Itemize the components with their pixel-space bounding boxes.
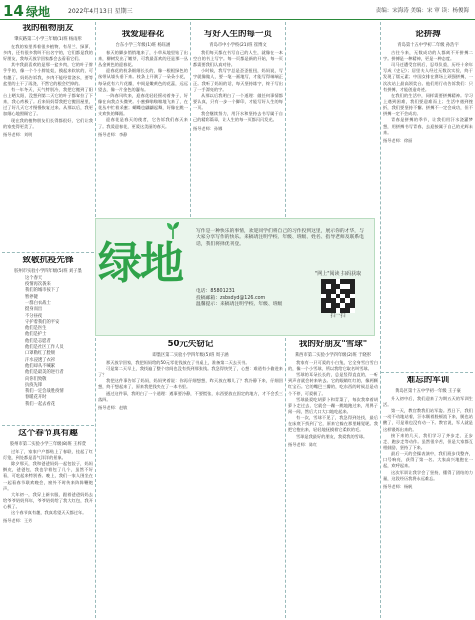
column-divider bbox=[190, 22, 191, 217]
poem-line: 暂停键 bbox=[25, 294, 38, 300]
article-paragraph: 过年了，家家户户都贴上了春联，挂起了红灯笼，到处都是喜气洋洋的景象。 bbox=[3, 448, 93, 460]
article-paragraph: 春天的脚步悄悄地来了，小草从地里钻了出来，柳树发出了嫩芽，可我最喜欢的还是那一丛丛金黄色的迎春花。 bbox=[98, 49, 188, 68]
contact-email: 投稿邮箱：zsbsdyd@126.com bbox=[196, 295, 266, 301]
article-byline: 青岛市中小学校(21)班 崔博文 bbox=[209, 42, 267, 48]
qr-block bbox=[308, 271, 368, 321]
article-paragraph: 可是第二天早上，我找遍了整个房间也没有找到那张钱。我急得快哭了，心想：难道有小偷进来了？ bbox=[98, 365, 283, 378]
article-paragraph: 我们每天都在书写自己的人生，就像在一本空白的书上写字。每一页都是新的开始，每一页都需要我们认真对待。 bbox=[193, 49, 283, 68]
article-paragraph: 最后一天的会操表演中，我们班步伐整齐，口号响亮，获得了第一名。大家高兴地抱在一起，欢呼起来。 bbox=[383, 451, 473, 469]
article-title: 这个春节真有趣 bbox=[18, 429, 78, 438]
article-paragraph: 我会继续努力，用汗水和坚持去书写属于自己的精彩篇章，让人生的每一页都闪闪发光。 bbox=[193, 111, 283, 123]
article-paragraph: 一阵春风吹来，迎春花轻轻摇动着身子，好像在向我点头微笑。小蜜蜂嗡嗡嗡地飞来了，在花丛中忙着采蜜；蝴蝶也翩翩起舞，好像在跳一支欢快的舞蹈。 bbox=[98, 92, 188, 117]
teacher-note: 指导老师：赵敏 bbox=[98, 404, 128, 410]
article-write-life bbox=[193, 30, 283, 216]
row-divider bbox=[2, 252, 94, 253]
article-paragraph: 有一次，雪球不见了，我急得到处找，最后在床底下找到了它，原来它躲在那里睡觉呢。我把它抱出来，轻轻地抚摸着它柔软的毛。 bbox=[288, 415, 378, 433]
article-paragraph: 迎春花是春天的使者，它告诉我们春天来了。我爱迎春花，更爱这美丽的春天。 bbox=[98, 117, 188, 129]
teacher-note: 指导老师：陈红 bbox=[288, 441, 318, 447]
article-byline: 台东小学三年级(1)班 杨钰涵 bbox=[115, 42, 171, 48]
article-paragraph: 司马迁遭受宫刑后，忍辱负重，历经十余年写成《史记》；居里夫人经过无数次实验，终于发现了镭元素；中国女排在赛场上顽强拼搏，一次次站上最高领奖台。他们用行动告诉我们：只有拼搏，才能创造奇迹。 bbox=[383, 62, 473, 92]
page-number: 14 bbox=[3, 2, 24, 20]
article-title: 50元失窃记 bbox=[167, 340, 214, 349]
banner-title: 绿地 bbox=[98, 238, 182, 289]
poem-line: 守护着我们的平安 bbox=[25, 319, 60, 325]
article-title: 致敬抗疫先锋 bbox=[22, 256, 74, 265]
article-on-striving bbox=[383, 30, 473, 370]
poem-line: 不分昼夜 bbox=[25, 313, 43, 319]
article-my-plant-friend bbox=[3, 24, 93, 250]
article-snowball bbox=[288, 340, 378, 618]
teacher-note: 指导老师：李静 bbox=[98, 131, 128, 137]
article-paragraph: 这次军训让我学会了坚持，懂得了团结的力量，这段经历我将永远难忘。 bbox=[383, 469, 473, 481]
article-title: 论拼搏 bbox=[415, 30, 441, 39]
article-title: 我爱迎春花 bbox=[121, 30, 165, 39]
article-paragraph: 古往今来，无数成功的人都离不开拼搏二字。拼搏是一种精神，更是一种态度。 bbox=[383, 49, 473, 61]
article-paragraph: 除夕那天，我和爸爸妈妈一起包饺子，妈妈擀皮，爸爸包，我也学着包了几个，虽然不好看，可吃起来特别香。晚上，我们一家人围坐在一起看春节联欢晚会，窗外不时传来阵阵鞭炮声。 bbox=[3, 461, 93, 491]
article-paragraph: 这个春节真有趣，我真希望天天都过年。 bbox=[11, 510, 87, 516]
row-divider bbox=[2, 425, 94, 426]
article-paragraph: 我把这件事告诉了妈妈，妈妈笑着说：你再仔细想想，昨天放在哪儿了？我冷静下来，仔细回想，终于想起来了，原来我把钱夹在了一本书里。 bbox=[98, 378, 283, 390]
article-paragraph: 大年初一，我穿上新衣服，跟着爸爸妈妈去给爷爷奶奶拜年，爷爷奶奶给了我大红包，我开心极了。 bbox=[3, 491, 93, 510]
poem-line: 他们是护士 bbox=[25, 332, 47, 338]
poem-line: 这个春天 bbox=[25, 275, 43, 281]
banner-slogan: 写作是一种快乐的事情，欢迎同学们将自己的习作投到这里，展示你的才华，与大家分享写作的快乐。来稿请注明学校、年级、班级、姓名、指导老师及联系电话，我们将择优刊登。 bbox=[196, 229, 364, 247]
article-paragraph: 有一年冬天，天气特别冷，我把它搬到了阳台上晒太阳，没想到第二天它的叶子都耷拉了下来，我心疼极了。后来妈妈帮我把它搬回屋里，过了好几天它才慢慢恢复过来。从那以后，我更加细心地照顾它了。 bbox=[3, 86, 93, 117]
article-paragraph: 雪球最爱吃胡萝卜和青菜了，每次我拿着胡萝卜走过去，它就会一蹦一跳地跑过来，用鼻子闻一闻，然后大口大口地吃起来。 bbox=[288, 396, 378, 415]
poem-line: 一群白衣战士 bbox=[25, 300, 51, 306]
poem-line: 我们一起去看花 bbox=[25, 401, 56, 407]
article-paragraph: 从那以后我明白了一个道理：做任何事情都要认真，只有一步一个脚印，才能写好人生的每一页。 bbox=[193, 92, 283, 111]
poem-line: 我们的城市按下了 bbox=[25, 288, 60, 294]
teacher-note: 指导老师：孙娜 bbox=[193, 125, 223, 131]
sprout-icon bbox=[166, 221, 180, 239]
article-byline: 青岛第十五中学初二年级 孙浩宇 bbox=[397, 42, 459, 48]
contact-phone: 电话：85801231 bbox=[196, 289, 235, 294]
issue-date: 2022年4月13日 星期三 bbox=[68, 8, 133, 15]
article-paragraph: 那天放学回家，我把妈妈给的50元零花钱放在了书桌上，准备第二天去买书。 bbox=[106, 359, 250, 365]
article-title: 难忘的军训 bbox=[406, 376, 450, 385]
article-spring-jasmine bbox=[98, 30, 188, 216]
poem-salute-heroes bbox=[3, 256, 93, 423]
poem-line: 他们是社区工作人员 bbox=[25, 345, 64, 351]
poem-line: 疫情再次袭来 bbox=[25, 282, 51, 288]
qr-hint: 扫一扫 bbox=[330, 313, 346, 319]
article-byline: 胶州市实验小学四年级(5)班 刘子墨 bbox=[14, 268, 82, 274]
poem-line: 他们是志愿者 bbox=[25, 338, 51, 344]
article-title: 我的植物朋友 bbox=[22, 24, 74, 33]
column-divider bbox=[95, 22, 96, 217]
article-byline: 莱西市第二实验小学四年级(2)班 于晓彤 bbox=[294, 352, 372, 358]
column-divider bbox=[285, 22, 286, 217]
article-paragraph: 其中我最喜欢的是那一盆多肉，它的叶子胖乎乎的，像一个个小胖娃娃，摸起来软软的，可有趣了。妈妈告诉我，多肉不能经常浇水，要等盆里的土干了再浇，不然它的根会烂掉的。 bbox=[3, 62, 93, 86]
article-military-training bbox=[383, 376, 473, 618]
poem-line: 挺身而出 bbox=[25, 307, 43, 313]
qr-code-icon[interactable] bbox=[321, 279, 355, 313]
contact-tip: 温馨提示：来稿请注明学校、年级、班级 bbox=[196, 302, 283, 308]
poem-line: 抗疫先锋 bbox=[25, 382, 43, 388]
article-paragraph: 在我们的生活中，同样需要拼搏精神。学习上遇到困难，我们要迎难而上；生活中遇到挫折，我们要坚持不懈。拼搏不一定会成功，但不拼搏一定不会成功。 bbox=[383, 92, 473, 117]
article-title: 我的好朋友"雪球" bbox=[298, 340, 368, 349]
article-byline: 黄岛区第十五中学初一年级 王子豪 bbox=[395, 388, 461, 394]
teacher-note: 指导老师：王芳 bbox=[3, 518, 33, 524]
poem-line: 他们是医生 bbox=[25, 326, 47, 332]
column-divider bbox=[95, 338, 96, 618]
poem-line: 他们却从不喊累 bbox=[25, 363, 56, 369]
banner-contact bbox=[196, 289, 304, 309]
article-paragraph: 雪球的耳朵长长的，总是竖得直直的，一听到声音就会转来转去。它的眼睛红红的，像两颗红宝石。它的嘴巴三瓣的，吃东西的时候总是动个不停，可爱极了。 bbox=[288, 372, 378, 396]
column-banner bbox=[95, 218, 375, 336]
column-divider bbox=[285, 338, 286, 618]
article-byline: 肇庆路第二小学三年级(1)班 杨雨彤 bbox=[14, 36, 82, 42]
article-paragraph: 雪球是我最好的朋友，我爱我的雪球。 bbox=[296, 433, 368, 439]
article-paragraph: 现在我的植物朋友们长得都很好，它们让我的家变得更美了。 bbox=[3, 117, 93, 129]
teacher-note: 指导老师：刘明 bbox=[3, 131, 33, 137]
article-paragraph: 接下来的几天，我们学习了齐步走、正步走、跑步走等动作。虽然很辛苦，但是大家都互相鼓励，坚持了下来。 bbox=[383, 432, 473, 451]
article-lost-money bbox=[98, 340, 283, 618]
column-divider bbox=[380, 22, 381, 618]
poem-line: 他们是最美的逆行者 bbox=[25, 370, 64, 376]
poem-line: 口罩勒红了脸颊 bbox=[25, 351, 56, 357]
poem-line: 汗水浸透了衣衫 bbox=[25, 357, 56, 363]
page-header bbox=[0, 0, 475, 20]
qr-label: "网上"阅读 扫码获取 bbox=[314, 271, 362, 277]
section-title: 绿地 bbox=[26, 5, 51, 19]
article-spring-festival bbox=[3, 429, 93, 618]
poem-line: 向你们致敬 bbox=[25, 376, 47, 382]
article-byline: 胶州市第二实验小学三年级(8)班 王梓萱 bbox=[9, 441, 87, 447]
poem-line: 我们一定会战胜疫情 bbox=[25, 389, 64, 395]
article-paragraph: 迎春花的枝条细细长长的，像一根根绿色的丝带从墙头垂下来。枝条上开满了一朵朵小花，每朵花有六片花瓣，中间是嫩黄色的花蕊，远远望去，像一片金色的瀑布。 bbox=[98, 68, 188, 92]
article-byline: 即墨区第二实验小学四年级(5)班 周子涵 bbox=[152, 352, 229, 358]
article-paragraph: 通过这件事，我明白了一个道理：遇事要冷静，不要慌张，东西要放在固定的地方，才不会丢三落四。 bbox=[98, 390, 283, 402]
article-paragraph: 升入初中后，我们迎来了为期五天的军训生活。 bbox=[383, 395, 473, 407]
teacher-note: 指导老师：徐丽 bbox=[383, 137, 413, 143]
row-divider bbox=[381, 372, 473, 373]
article-paragraph: 在我的家里养着很多植物，有吊兰、绿萝、多肉，还有很多我叫不出名字的，它们都是我的好朋友，我每天放学回家都会去看看它们。 bbox=[3, 43, 93, 62]
poem-body bbox=[3, 276, 93, 408]
teacher-note: 指导老师：杨帆 bbox=[383, 483, 413, 489]
article-paragraph: 青春是拼搏的季节，让我们用汗水浇灌梦想，用拼搏书写青春，去迎接属于自己的光辉未来。 bbox=[383, 117, 473, 135]
article-title: 写好人生的每一页 bbox=[203, 30, 272, 39]
editor-credits: 责编：宋海涛 美编：宋 审 读：杨俊海 bbox=[375, 8, 469, 14]
article-paragraph: 我家有一只可爱的小白兔，它全身雪白雪白的，像一个小雪球，所以我给它取名叫雪球。 bbox=[288, 359, 378, 371]
poem-line: 春暖花开时 bbox=[25, 395, 47, 401]
article-paragraph: 第一天，教官教我们站军姿。烈日下，我们一动不动地站着，汗水顺着脸颊流下来，腿也站酸了，可是谁也没有动一下。教官说，军人就是这样锻炼出来的。 bbox=[383, 408, 473, 432]
article-paragraph: 小时候，我写字总是歪歪扭扭，妈妈说，写字就像做人，要一笔一画地写，才能写得端端正正。我听了妈妈的话，每天坚持练字，终于写出了一手漂亮的字。 bbox=[193, 68, 283, 92]
